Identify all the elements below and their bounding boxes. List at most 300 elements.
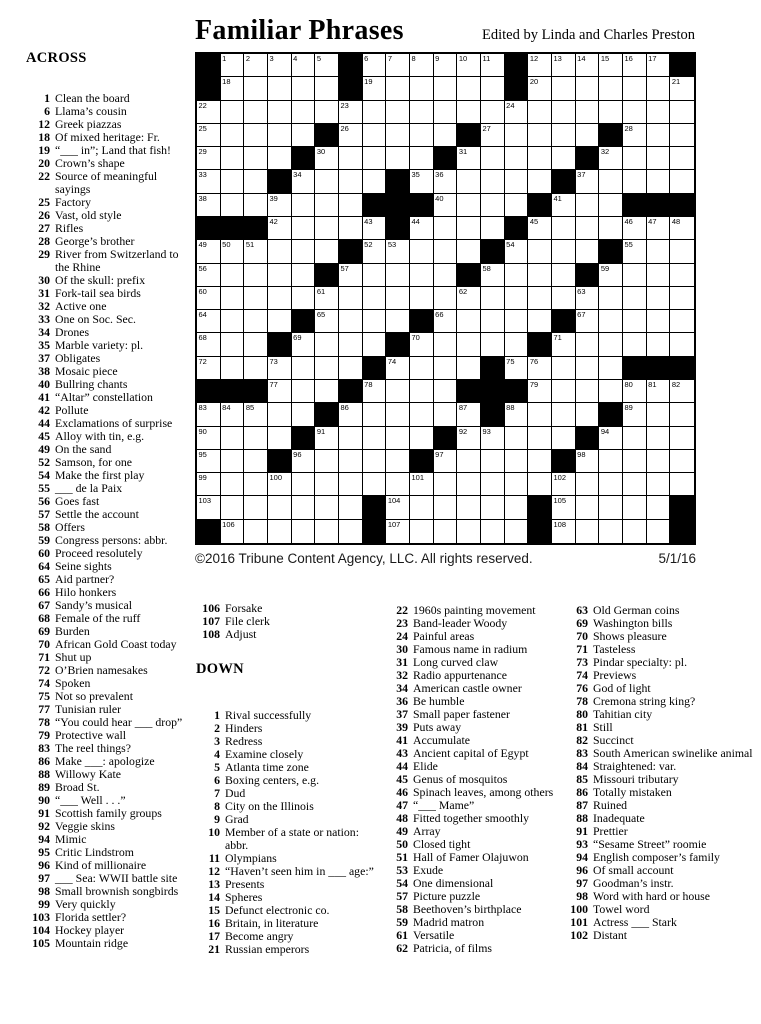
grid-cell[interactable] bbox=[481, 450, 505, 473]
grid-cell[interactable] bbox=[197, 403, 221, 426]
grid-cell[interactable] bbox=[410, 264, 434, 287]
grid-cell[interactable] bbox=[599, 520, 623, 543]
grid-cell[interactable] bbox=[244, 310, 268, 333]
grid-cell[interactable] bbox=[576, 170, 600, 193]
grid-cell[interactable] bbox=[576, 380, 600, 403]
grid-cell[interactable] bbox=[410, 124, 434, 147]
grid-cell[interactable] bbox=[244, 333, 268, 356]
grid-cell[interactable] bbox=[457, 194, 481, 217]
grid-cell[interactable] bbox=[670, 333, 694, 356]
grid-cell[interactable] bbox=[670, 287, 694, 310]
grid-cell[interactable] bbox=[244, 450, 268, 473]
grid-cell[interactable] bbox=[410, 287, 434, 310]
grid-cell[interactable] bbox=[576, 101, 600, 124]
grid-cell[interactable] bbox=[576, 450, 600, 473]
grid-cell[interactable] bbox=[505, 124, 529, 147]
grid-cell[interactable] bbox=[623, 217, 647, 240]
grid-cell[interactable] bbox=[434, 310, 458, 333]
grid-cell[interactable] bbox=[339, 147, 363, 170]
grid-cell[interactable] bbox=[505, 194, 529, 217]
grid-cell[interactable] bbox=[623, 124, 647, 147]
grid-cell[interactable] bbox=[623, 473, 647, 496]
grid-cell[interactable] bbox=[599, 473, 623, 496]
grid-cell[interactable] bbox=[197, 170, 221, 193]
grid-cell[interactable] bbox=[268, 496, 292, 519]
grid-cell[interactable] bbox=[363, 310, 387, 333]
grid-cell[interactable] bbox=[197, 427, 221, 450]
grid-cell[interactable] bbox=[315, 170, 339, 193]
grid-cell[interactable] bbox=[363, 101, 387, 124]
grid-cell[interactable] bbox=[363, 124, 387, 147]
grid-cell[interactable] bbox=[315, 147, 339, 170]
grid-cell[interactable] bbox=[244, 170, 268, 193]
grid-cell[interactable] bbox=[221, 473, 245, 496]
grid-cell[interactable] bbox=[315, 520, 339, 543]
grid-cell[interactable] bbox=[386, 54, 410, 77]
grid-cell[interactable] bbox=[670, 170, 694, 193]
grid-cell[interactable] bbox=[434, 333, 458, 356]
grid-cell[interactable] bbox=[197, 450, 221, 473]
grid-cell[interactable] bbox=[623, 287, 647, 310]
grid-cell[interactable] bbox=[528, 170, 552, 193]
grid-cell[interactable] bbox=[244, 194, 268, 217]
grid-cell[interactable] bbox=[552, 427, 576, 450]
grid-cell[interactable] bbox=[268, 194, 292, 217]
grid-cell[interactable] bbox=[315, 427, 339, 450]
grid-cell[interactable] bbox=[528, 357, 552, 380]
grid-cell[interactable] bbox=[268, 287, 292, 310]
grid-cell[interactable] bbox=[268, 310, 292, 333]
grid-cell[interactable] bbox=[505, 520, 529, 543]
grid-cell[interactable] bbox=[647, 217, 671, 240]
grid-cell[interactable] bbox=[292, 124, 316, 147]
grid-cell[interactable] bbox=[528, 217, 552, 240]
grid-cell[interactable] bbox=[221, 427, 245, 450]
grid-cell[interactable] bbox=[434, 380, 458, 403]
grid-cell[interactable] bbox=[268, 380, 292, 403]
grid-cell[interactable] bbox=[481, 333, 505, 356]
grid-cell[interactable] bbox=[197, 496, 221, 519]
grid-cell[interactable] bbox=[386, 380, 410, 403]
grid-cell[interactable] bbox=[599, 217, 623, 240]
grid-cell[interactable] bbox=[670, 473, 694, 496]
grid-cell[interactable] bbox=[457, 333, 481, 356]
grid-cell[interactable] bbox=[339, 333, 363, 356]
grid-cell[interactable] bbox=[623, 54, 647, 77]
grid-cell[interactable] bbox=[221, 77, 245, 100]
grid-cell[interactable] bbox=[481, 77, 505, 100]
grid-cell[interactable] bbox=[434, 240, 458, 263]
grid-cell[interactable] bbox=[552, 287, 576, 310]
grid-cell[interactable] bbox=[457, 496, 481, 519]
grid-cell[interactable] bbox=[363, 380, 387, 403]
grid-cell[interactable] bbox=[292, 170, 316, 193]
grid-cell[interactable] bbox=[457, 147, 481, 170]
grid-cell[interactable] bbox=[221, 496, 245, 519]
grid-cell[interactable] bbox=[339, 310, 363, 333]
grid-cell[interactable] bbox=[434, 217, 458, 240]
grid-cell[interactable] bbox=[434, 194, 458, 217]
grid-cell[interactable] bbox=[221, 170, 245, 193]
grid-cell[interactable] bbox=[552, 217, 576, 240]
grid-cell[interactable] bbox=[552, 101, 576, 124]
grid-cell[interactable] bbox=[292, 217, 316, 240]
grid-cell[interactable] bbox=[623, 496, 647, 519]
grid-cell[interactable] bbox=[197, 333, 221, 356]
grid-cell[interactable] bbox=[599, 310, 623, 333]
grid-cell[interactable] bbox=[221, 147, 245, 170]
grid-cell[interactable] bbox=[386, 473, 410, 496]
grid-cell[interactable] bbox=[670, 217, 694, 240]
grid-cell[interactable] bbox=[221, 264, 245, 287]
grid-cell[interactable] bbox=[386, 101, 410, 124]
grid-cell[interactable] bbox=[457, 217, 481, 240]
grid-cell[interactable] bbox=[244, 427, 268, 450]
grid-cell[interactable] bbox=[197, 101, 221, 124]
grid-cell[interactable] bbox=[623, 520, 647, 543]
grid-cell[interactable] bbox=[576, 217, 600, 240]
grid-cell[interactable] bbox=[268, 427, 292, 450]
grid-cell[interactable] bbox=[670, 403, 694, 426]
grid-cell[interactable] bbox=[623, 427, 647, 450]
grid-cell[interactable] bbox=[268, 77, 292, 100]
grid-cell[interactable] bbox=[505, 496, 529, 519]
grid-cell[interactable] bbox=[386, 124, 410, 147]
grid-cell[interactable] bbox=[647, 240, 671, 263]
grid-cell[interactable] bbox=[221, 403, 245, 426]
grid-cell[interactable] bbox=[268, 240, 292, 263]
grid-cell[interactable] bbox=[363, 287, 387, 310]
grid-cell[interactable] bbox=[386, 264, 410, 287]
grid-cell[interactable] bbox=[386, 77, 410, 100]
grid-cell[interactable] bbox=[528, 54, 552, 77]
grid-cell[interactable] bbox=[363, 333, 387, 356]
grid-cell[interactable] bbox=[363, 77, 387, 100]
grid-cell[interactable] bbox=[670, 240, 694, 263]
grid-cell[interactable] bbox=[481, 170, 505, 193]
grid-cell[interactable] bbox=[576, 124, 600, 147]
grid-cell[interactable] bbox=[292, 101, 316, 124]
grid-cell[interactable] bbox=[292, 496, 316, 519]
grid-cell[interactable] bbox=[647, 124, 671, 147]
grid-cell[interactable] bbox=[647, 147, 671, 170]
grid-cell[interactable] bbox=[599, 333, 623, 356]
grid-cell[interactable] bbox=[244, 124, 268, 147]
grid-cell[interactable] bbox=[339, 194, 363, 217]
grid-cell[interactable] bbox=[292, 403, 316, 426]
grid-cell[interactable] bbox=[481, 310, 505, 333]
grid-cell[interactable] bbox=[528, 287, 552, 310]
grid-cell[interactable] bbox=[221, 357, 245, 380]
grid-cell[interactable] bbox=[457, 357, 481, 380]
grid-cell[interactable] bbox=[481, 54, 505, 77]
grid-cell[interactable] bbox=[386, 310, 410, 333]
grid-cell[interactable] bbox=[268, 473, 292, 496]
grid-cell[interactable] bbox=[292, 520, 316, 543]
grid-cell[interactable] bbox=[647, 310, 671, 333]
grid-cell[interactable] bbox=[292, 194, 316, 217]
grid-cell[interactable] bbox=[363, 240, 387, 263]
grid-cell[interactable] bbox=[552, 77, 576, 100]
grid-cell[interactable] bbox=[244, 496, 268, 519]
grid-cell[interactable] bbox=[599, 194, 623, 217]
grid-cell[interactable] bbox=[457, 101, 481, 124]
grid-cell[interactable] bbox=[576, 520, 600, 543]
grid-cell[interactable] bbox=[221, 54, 245, 77]
grid-cell[interactable] bbox=[528, 124, 552, 147]
grid-cell[interactable] bbox=[434, 54, 458, 77]
grid-cell[interactable] bbox=[339, 124, 363, 147]
grid-cell[interactable] bbox=[647, 450, 671, 473]
grid-cell[interactable] bbox=[505, 170, 529, 193]
grid-cell[interactable] bbox=[363, 450, 387, 473]
grid-cell[interactable] bbox=[505, 427, 529, 450]
grid-cell[interactable] bbox=[244, 357, 268, 380]
grid-cell[interactable] bbox=[244, 473, 268, 496]
grid-cell[interactable] bbox=[528, 240, 552, 263]
grid-cell[interactable] bbox=[434, 170, 458, 193]
grid-cell[interactable] bbox=[528, 473, 552, 496]
grid-cell[interactable] bbox=[647, 403, 671, 426]
grid-cell[interactable] bbox=[410, 403, 434, 426]
grid-cell[interactable] bbox=[670, 124, 694, 147]
grid-cell[interactable] bbox=[315, 77, 339, 100]
grid-cell[interactable] bbox=[268, 124, 292, 147]
grid-cell[interactable] bbox=[623, 240, 647, 263]
grid-cell[interactable] bbox=[221, 101, 245, 124]
grid-cell[interactable] bbox=[197, 287, 221, 310]
grid-cell[interactable] bbox=[552, 333, 576, 356]
grid-cell[interactable] bbox=[481, 124, 505, 147]
grid-cell[interactable] bbox=[576, 333, 600, 356]
grid-cell[interactable] bbox=[315, 496, 339, 519]
grid-cell[interactable] bbox=[434, 473, 458, 496]
grid-cell[interactable] bbox=[315, 473, 339, 496]
grid-cell[interactable] bbox=[292, 287, 316, 310]
grid-cell[interactable] bbox=[599, 287, 623, 310]
grid-cell[interactable] bbox=[244, 240, 268, 263]
grid-cell[interactable] bbox=[315, 357, 339, 380]
grid-cell[interactable] bbox=[363, 54, 387, 77]
grid-cell[interactable] bbox=[386, 147, 410, 170]
grid-cell[interactable] bbox=[410, 496, 434, 519]
grid-cell[interactable] bbox=[244, 54, 268, 77]
grid-cell[interactable] bbox=[647, 380, 671, 403]
grid-cell[interactable] bbox=[481, 217, 505, 240]
grid-cell[interactable] bbox=[268, 264, 292, 287]
grid-cell[interactable] bbox=[599, 170, 623, 193]
grid-cell[interactable] bbox=[623, 147, 647, 170]
grid-cell[interactable] bbox=[552, 264, 576, 287]
grid-cell[interactable] bbox=[410, 380, 434, 403]
grid-cell[interactable] bbox=[292, 450, 316, 473]
grid-cell[interactable] bbox=[434, 496, 458, 519]
grid-cell[interactable] bbox=[599, 380, 623, 403]
grid-cell[interactable] bbox=[315, 101, 339, 124]
grid-cell[interactable] bbox=[552, 147, 576, 170]
grid-cell[interactable] bbox=[339, 264, 363, 287]
grid-cell[interactable] bbox=[386, 450, 410, 473]
grid-cell[interactable] bbox=[576, 357, 600, 380]
grid-cell[interactable] bbox=[197, 473, 221, 496]
grid-cell[interactable] bbox=[647, 170, 671, 193]
grid-cell[interactable] bbox=[647, 427, 671, 450]
grid-cell[interactable] bbox=[670, 380, 694, 403]
grid-cell[interactable] bbox=[363, 170, 387, 193]
grid-cell[interactable] bbox=[623, 403, 647, 426]
grid-cell[interactable] bbox=[647, 333, 671, 356]
grid-cell[interactable] bbox=[339, 520, 363, 543]
grid-cell[interactable] bbox=[599, 496, 623, 519]
grid-cell[interactable] bbox=[363, 427, 387, 450]
grid-cell[interactable] bbox=[528, 427, 552, 450]
grid-cell[interactable] bbox=[410, 54, 434, 77]
grid-cell[interactable] bbox=[623, 380, 647, 403]
grid-cell[interactable] bbox=[292, 54, 316, 77]
grid-cell[interactable] bbox=[363, 264, 387, 287]
grid-cell[interactable] bbox=[363, 473, 387, 496]
grid-cell[interactable] bbox=[339, 450, 363, 473]
grid-cell[interactable] bbox=[623, 264, 647, 287]
grid-cell[interactable] bbox=[315, 333, 339, 356]
grid-cell[interactable] bbox=[481, 101, 505, 124]
grid-cell[interactable] bbox=[576, 310, 600, 333]
grid-cell[interactable] bbox=[552, 380, 576, 403]
grid-cell[interactable] bbox=[623, 450, 647, 473]
grid-cell[interactable] bbox=[292, 333, 316, 356]
grid-cell[interactable] bbox=[410, 520, 434, 543]
grid-cell[interactable] bbox=[528, 450, 552, 473]
grid-cell[interactable] bbox=[623, 170, 647, 193]
grid-cell[interactable] bbox=[599, 264, 623, 287]
grid-cell[interactable] bbox=[434, 124, 458, 147]
grid-cell[interactable] bbox=[434, 77, 458, 100]
grid-cell[interactable] bbox=[339, 427, 363, 450]
grid-cell[interactable] bbox=[339, 496, 363, 519]
grid-cell[interactable] bbox=[576, 496, 600, 519]
grid-cell[interactable] bbox=[315, 450, 339, 473]
grid-cell[interactable] bbox=[434, 101, 458, 124]
grid-cell[interactable] bbox=[457, 240, 481, 263]
grid-cell[interactable] bbox=[197, 264, 221, 287]
grid-cell[interactable] bbox=[221, 287, 245, 310]
grid-cell[interactable] bbox=[552, 403, 576, 426]
grid-cell[interactable] bbox=[244, 520, 268, 543]
grid-cell[interactable] bbox=[481, 147, 505, 170]
grid-cell[interactable] bbox=[481, 520, 505, 543]
grid-cell[interactable] bbox=[268, 357, 292, 380]
grid-cell[interactable] bbox=[623, 77, 647, 100]
grid-cell[interactable] bbox=[410, 240, 434, 263]
grid-cell[interactable] bbox=[505, 310, 529, 333]
grid-cell[interactable] bbox=[457, 310, 481, 333]
grid-cell[interactable] bbox=[221, 333, 245, 356]
grid-cell[interactable] bbox=[315, 310, 339, 333]
grid-cell[interactable] bbox=[268, 54, 292, 77]
grid-cell[interactable] bbox=[268, 101, 292, 124]
grid-cell[interactable] bbox=[363, 403, 387, 426]
grid-cell[interactable] bbox=[410, 217, 434, 240]
grid-cell[interactable] bbox=[528, 264, 552, 287]
grid-cell[interactable] bbox=[599, 450, 623, 473]
grid-cell[interactable] bbox=[505, 287, 529, 310]
grid-cell[interactable] bbox=[244, 147, 268, 170]
grid-cell[interactable] bbox=[268, 217, 292, 240]
grid-cell[interactable] bbox=[576, 473, 600, 496]
grid-cell[interactable] bbox=[386, 496, 410, 519]
grid-cell[interactable] bbox=[244, 287, 268, 310]
grid-cell[interactable] bbox=[386, 403, 410, 426]
grid-cell[interactable] bbox=[576, 54, 600, 77]
grid-cell[interactable] bbox=[457, 403, 481, 426]
grid-cell[interactable] bbox=[623, 310, 647, 333]
grid-cell[interactable] bbox=[457, 520, 481, 543]
grid-cell[interactable] bbox=[221, 310, 245, 333]
grid-cell[interactable] bbox=[481, 194, 505, 217]
grid-cell[interactable] bbox=[244, 264, 268, 287]
grid-cell[interactable] bbox=[670, 101, 694, 124]
grid-cell[interactable] bbox=[339, 403, 363, 426]
grid-cell[interactable] bbox=[552, 124, 576, 147]
grid-cell[interactable] bbox=[457, 473, 481, 496]
grid-cell[interactable] bbox=[197, 194, 221, 217]
grid-cell[interactable] bbox=[481, 427, 505, 450]
grid-cell[interactable] bbox=[599, 101, 623, 124]
grid-cell[interactable] bbox=[292, 77, 316, 100]
grid-cell[interactable] bbox=[599, 54, 623, 77]
grid-cell[interactable] bbox=[410, 357, 434, 380]
grid-cell[interactable] bbox=[505, 240, 529, 263]
grid-cell[interactable] bbox=[197, 240, 221, 263]
grid-cell[interactable] bbox=[339, 473, 363, 496]
grid-cell[interactable] bbox=[410, 147, 434, 170]
grid-cell[interactable] bbox=[599, 357, 623, 380]
grid-cell[interactable] bbox=[244, 101, 268, 124]
grid-cell[interactable] bbox=[434, 450, 458, 473]
grid-cell[interactable] bbox=[221, 450, 245, 473]
grid-cell[interactable] bbox=[670, 77, 694, 100]
grid-cell[interactable] bbox=[670, 147, 694, 170]
grid-cell[interactable] bbox=[244, 403, 268, 426]
grid-cell[interactable] bbox=[315, 240, 339, 263]
grid-cell[interactable] bbox=[268, 147, 292, 170]
grid-cell[interactable] bbox=[576, 194, 600, 217]
grid-cell[interactable] bbox=[434, 403, 458, 426]
grid-cell[interactable] bbox=[552, 194, 576, 217]
grid-cell[interactable] bbox=[505, 333, 529, 356]
grid-cell[interactable] bbox=[410, 77, 434, 100]
grid-cell[interactable] bbox=[315, 194, 339, 217]
grid-cell[interactable] bbox=[386, 520, 410, 543]
grid-cell[interactable] bbox=[410, 473, 434, 496]
grid-cell[interactable] bbox=[647, 264, 671, 287]
grid-cell[interactable] bbox=[434, 520, 458, 543]
grid-cell[interactable] bbox=[481, 287, 505, 310]
grid-cell[interactable] bbox=[457, 287, 481, 310]
grid-cell[interactable] bbox=[599, 427, 623, 450]
grid-cell[interactable] bbox=[647, 520, 671, 543]
grid-cell[interactable] bbox=[434, 357, 458, 380]
grid-cell[interactable] bbox=[505, 147, 529, 170]
grid-cell[interactable] bbox=[292, 473, 316, 496]
grid-cell[interactable] bbox=[647, 54, 671, 77]
grid-cell[interactable] bbox=[386, 287, 410, 310]
grid-cell[interactable] bbox=[599, 77, 623, 100]
grid-cell[interactable] bbox=[292, 357, 316, 380]
grid-cell[interactable] bbox=[623, 101, 647, 124]
grid-cell[interactable] bbox=[386, 357, 410, 380]
grid-cell[interactable] bbox=[434, 264, 458, 287]
